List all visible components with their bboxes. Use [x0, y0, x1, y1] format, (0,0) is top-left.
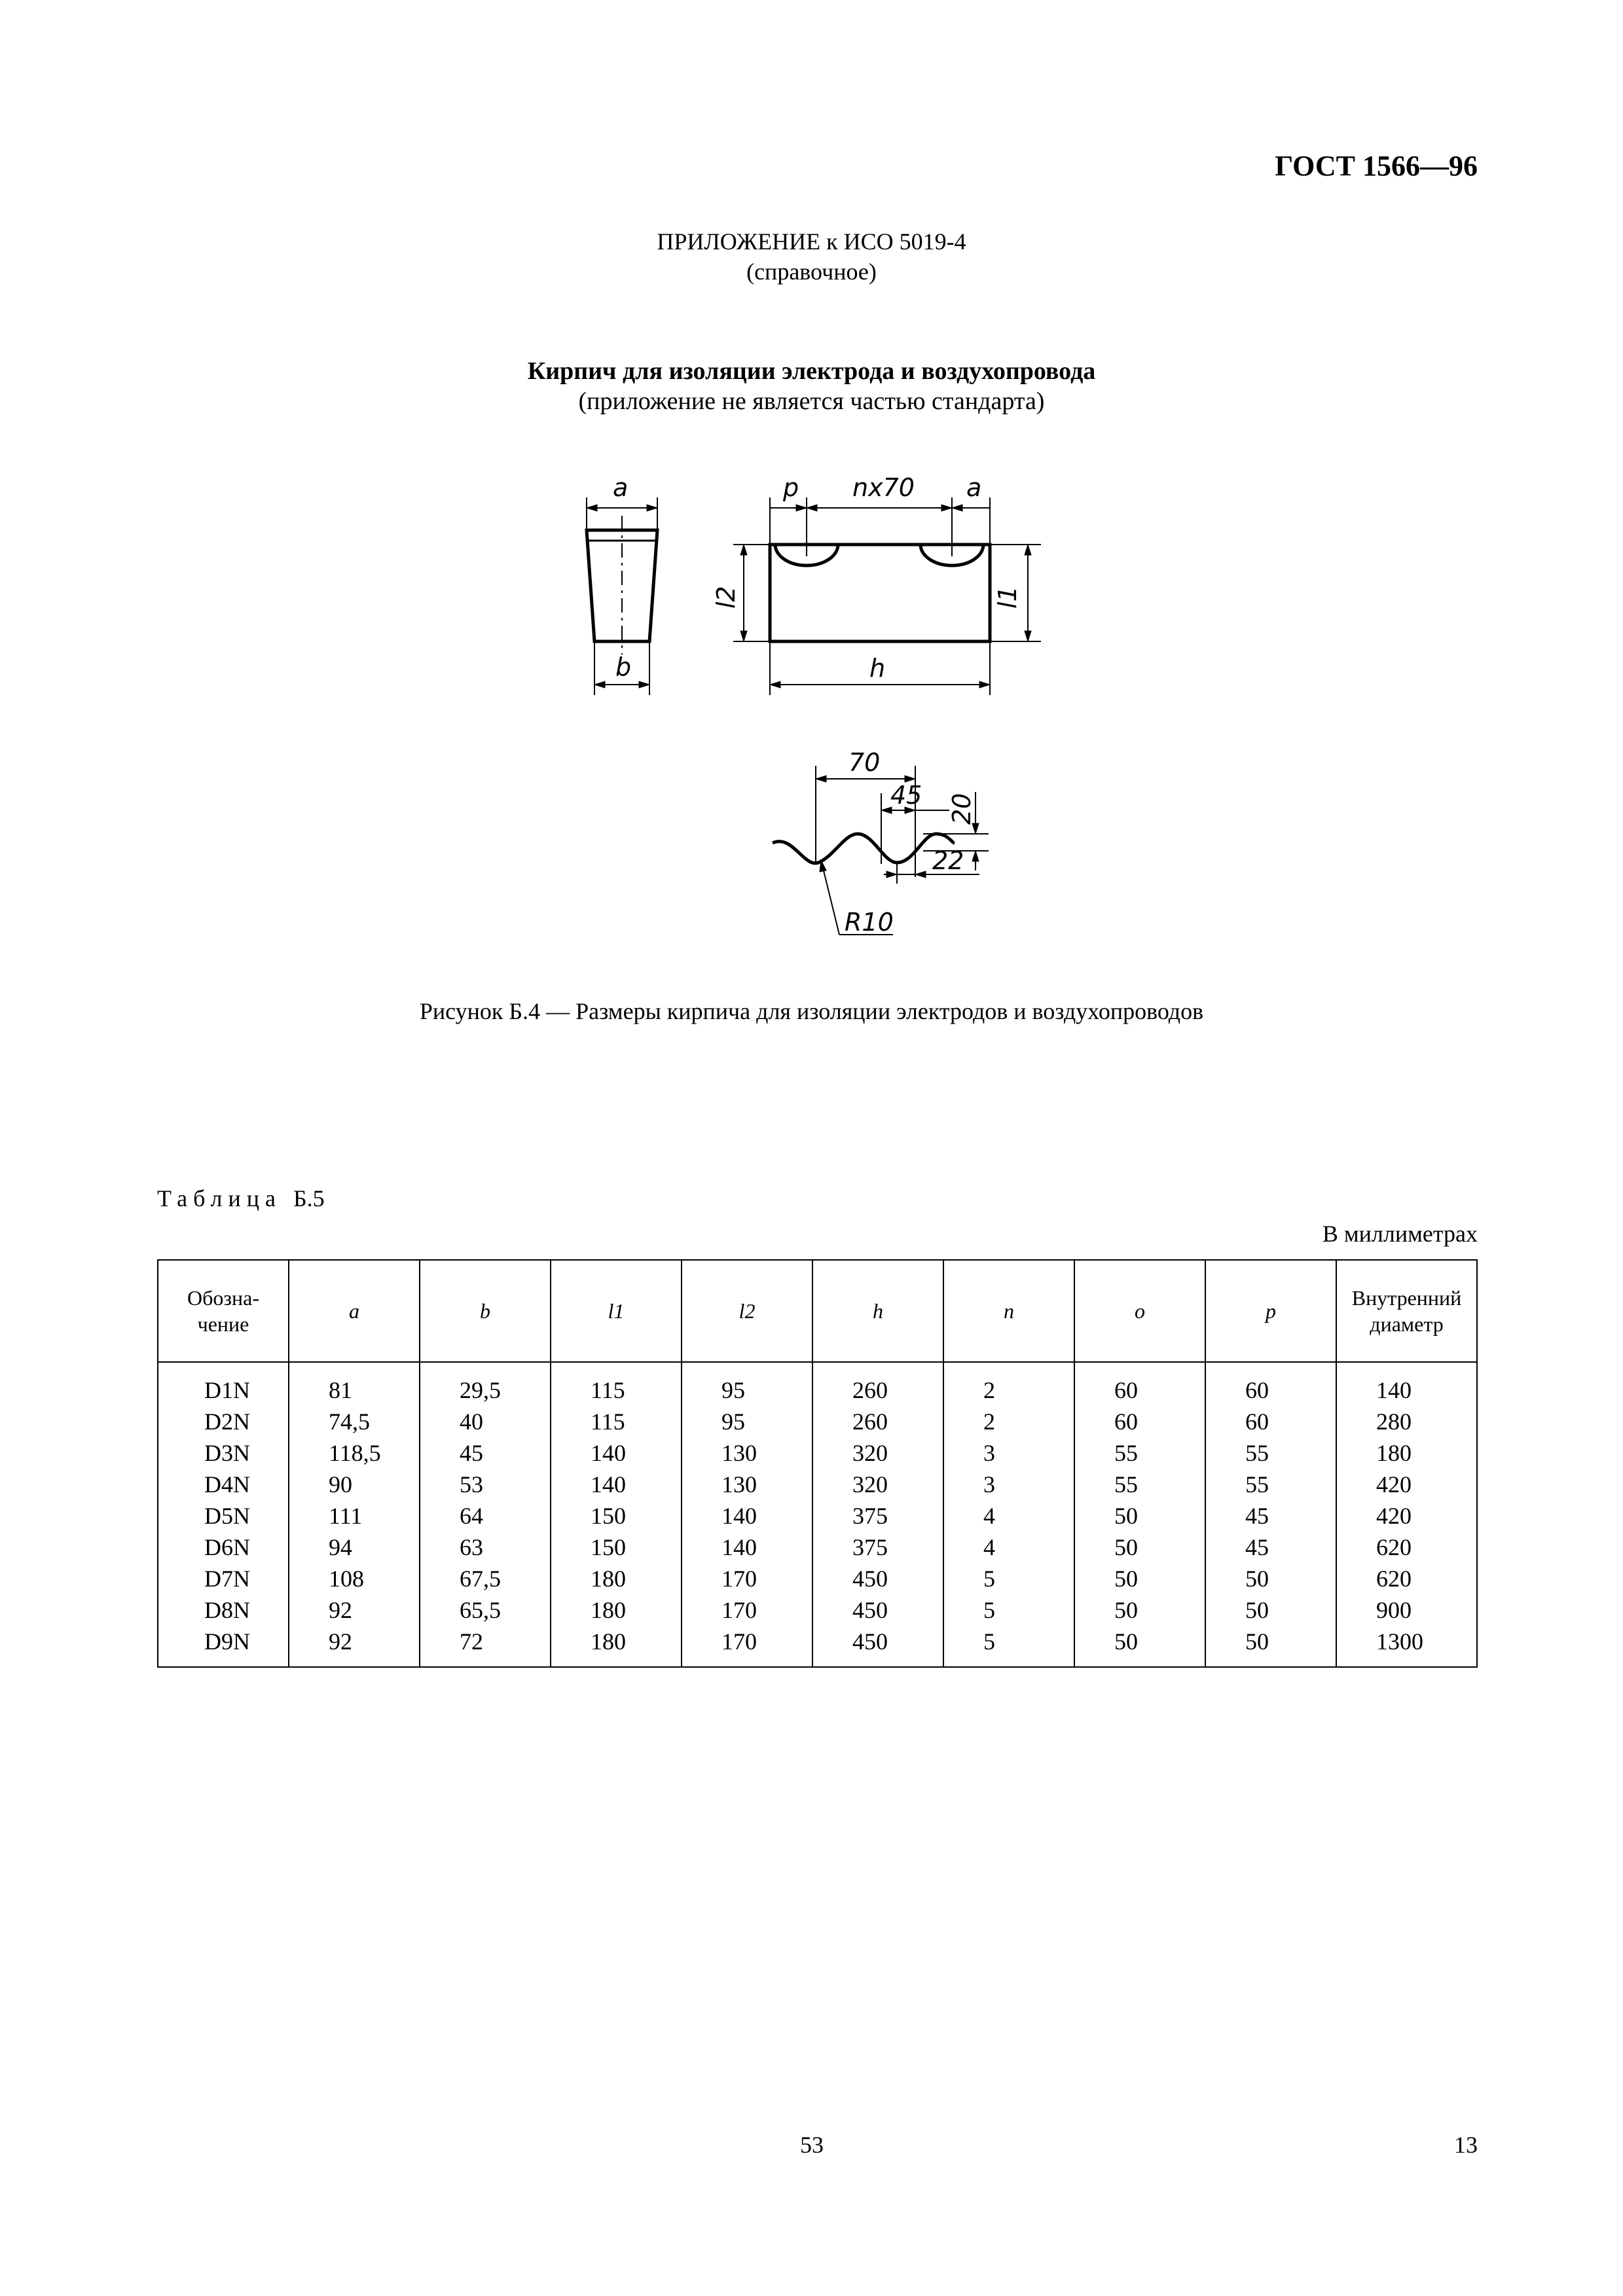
header-b: b	[420, 1260, 551, 1362]
table-cell: D1N	[158, 1362, 289, 1406]
table-cell: 111	[289, 1500, 420, 1532]
dim-label-b: b	[615, 653, 632, 681]
table-cell: 50	[1205, 1594, 1336, 1626]
table-cell: 90	[289, 1469, 420, 1500]
dim-label-20: 20	[947, 793, 976, 825]
annex-title: ПРИЛОЖЕНИЕ к ИСО 5019-4	[657, 228, 966, 255]
table-cell: 320	[812, 1469, 943, 1500]
table-cell: 81	[289, 1362, 420, 1406]
table-row	[158, 1594, 1477, 1626]
table-cell: 4	[943, 1532, 1074, 1563]
table-cell: 5	[943, 1594, 1074, 1626]
table-cell: 3	[943, 1437, 1074, 1469]
table-row	[158, 1500, 1477, 1532]
table-cell: 60	[1205, 1362, 1336, 1406]
table-cell: 2	[943, 1362, 1074, 1406]
dim-label-a: a	[613, 473, 629, 502]
table-cell: 65,5	[420, 1594, 551, 1626]
table-cell: 64	[420, 1500, 551, 1532]
table-cell: 1300	[1336, 1626, 1477, 1667]
table-cell: 900	[1336, 1594, 1477, 1626]
table-caption-word: Таблица	[157, 1185, 282, 1211]
table-cell: 60	[1205, 1406, 1336, 1437]
table-cell: D5N	[158, 1500, 289, 1532]
table-cell: 260	[812, 1406, 943, 1437]
table-cell: 3	[943, 1469, 1074, 1500]
table-cell: 180	[551, 1563, 682, 1594]
table-units: В миллиметрах	[1322, 1221, 1478, 1247]
table-cell: 620	[1336, 1532, 1477, 1563]
table-cell: D8N	[158, 1594, 289, 1626]
table-cell: 53	[420, 1469, 551, 1500]
table-cell: 170	[682, 1626, 812, 1667]
table-cell: 50	[1205, 1563, 1336, 1594]
table-cell: 2	[943, 1406, 1074, 1437]
table-cell: 50	[1074, 1594, 1205, 1626]
table-cell: 4	[943, 1500, 1074, 1532]
standard-number: ГОСТ 1566—96	[1275, 150, 1478, 182]
table-cell: 115	[551, 1406, 682, 1437]
table-cell: 375	[812, 1532, 943, 1563]
dim-label-r10: R10	[845, 908, 894, 937]
table-cell: 50	[1074, 1626, 1205, 1667]
section-heading	[0, 356, 1623, 416]
table-row	[158, 1532, 1477, 1563]
header-h: h	[812, 1260, 943, 1362]
table-cell: 72	[420, 1626, 551, 1667]
dim-label-nx70: nx70	[852, 473, 915, 502]
page-number-left: 53	[800, 2132, 824, 2158]
table-cell: 180	[1336, 1437, 1477, 1469]
dim-label-h: h	[869, 654, 886, 683]
dim-label-70: 70	[848, 748, 881, 777]
table-body	[158, 1362, 1477, 1667]
table-cell: 40	[420, 1406, 551, 1437]
table-cell: 620	[1336, 1563, 1477, 1594]
dim-label-a2: a	[966, 473, 982, 502]
header-l1: l1	[551, 1260, 682, 1362]
table-row	[158, 1469, 1477, 1500]
header-inner-diameter: Внутренний диаметр	[1336, 1260, 1477, 1362]
table-cell: 180	[551, 1626, 682, 1667]
table-row	[158, 1563, 1477, 1594]
section-title: Кирпич для изоляции электрода и воздухопровода	[527, 357, 1096, 385]
table-row	[158, 1362, 1477, 1406]
table-cell: 95	[682, 1406, 812, 1437]
table-cell: 420	[1336, 1469, 1477, 1500]
table-cell: D9N	[158, 1626, 289, 1667]
table-cell: 45	[420, 1437, 551, 1469]
table-cell: 118,5	[289, 1437, 420, 1469]
table-cell: 130	[682, 1469, 812, 1500]
dim-label-l1: l1	[993, 586, 1022, 609]
header-p: p	[1205, 1260, 1336, 1362]
table-cell: D4N	[158, 1469, 289, 1500]
table-cell: 60	[1074, 1406, 1205, 1437]
table-cell: 50	[1074, 1532, 1205, 1563]
table-cell: 140	[1336, 1362, 1477, 1406]
table-cell: 63	[420, 1532, 551, 1563]
table-cell: 45	[1205, 1532, 1336, 1563]
table-cell: 67,5	[420, 1563, 551, 1594]
figure-caption: Рисунок Б.4 — Размеры кирпича для изоляции электродов и воздухопроводов	[419, 998, 1204, 1024]
table-cell: 50	[1074, 1563, 1205, 1594]
table-cell: 140	[551, 1469, 682, 1500]
table-cell: 60	[1074, 1362, 1205, 1406]
table-cell: 92	[289, 1626, 420, 1667]
table-cell: 92	[289, 1594, 420, 1626]
annex-type: (справочное)	[746, 259, 877, 285]
table-cell: 55	[1074, 1469, 1205, 1500]
header-o: o	[1074, 1260, 1205, 1362]
table-row	[158, 1406, 1477, 1437]
table-cell: 55	[1074, 1437, 1205, 1469]
table-cell: 140	[682, 1500, 812, 1532]
header-n: n	[943, 1260, 1074, 1362]
table-row	[158, 1626, 1477, 1667]
table-caption-number: Б.5	[293, 1185, 325, 1211]
dimensions-table	[157, 1259, 1478, 1668]
table-cell: 50	[1074, 1500, 1205, 1532]
annex-heading	[0, 226, 1623, 287]
table-cell: 150	[551, 1500, 682, 1532]
table-cell: 108	[289, 1563, 420, 1594]
table-cell: 320	[812, 1437, 943, 1469]
table-cell: D7N	[158, 1563, 289, 1594]
dim-label-l2: l2	[712, 586, 740, 609]
table-cell: 375	[812, 1500, 943, 1532]
section-subtitle: (приложение не является частью стандарта)	[578, 387, 1045, 415]
table-cell: 45	[1205, 1500, 1336, 1532]
table-cell: 450	[812, 1594, 943, 1626]
table-cell: 5	[943, 1563, 1074, 1594]
table-cell: 180	[551, 1594, 682, 1626]
table-cell: 260	[812, 1362, 943, 1406]
table-cell: 130	[682, 1437, 812, 1469]
page-number-right: 13	[1454, 2132, 1478, 2158]
table-cell: 140	[682, 1532, 812, 1563]
dim-label-p: p	[783, 473, 799, 502]
header-designation: Обозна- чение	[158, 1260, 289, 1362]
table-cell: 5	[943, 1626, 1074, 1667]
table-row	[158, 1437, 1477, 1469]
table-cell: 170	[682, 1563, 812, 1594]
header-a: a	[289, 1260, 420, 1362]
table-header-row	[158, 1260, 1477, 1362]
table-cell: 94	[289, 1532, 420, 1563]
table-cell: D6N	[158, 1532, 289, 1563]
table-cell: 95	[682, 1362, 812, 1406]
table-cell: 55	[1205, 1437, 1336, 1469]
header-l2: l2	[682, 1260, 812, 1362]
table-cell: 170	[682, 1594, 812, 1626]
table-cell: 50	[1205, 1626, 1336, 1667]
table-cell: 450	[812, 1563, 943, 1594]
table-cell: 280	[1336, 1406, 1477, 1437]
table-cell: 29,5	[420, 1362, 551, 1406]
table-cell: 150	[551, 1532, 682, 1563]
table-cell: 115	[551, 1362, 682, 1406]
table-cell: 140	[551, 1437, 682, 1469]
table-cell: 450	[812, 1626, 943, 1667]
table-cell: 420	[1336, 1500, 1477, 1532]
table-caption	[157, 1185, 325, 1212]
dim-label-45: 45	[890, 781, 922, 810]
table-cell: D2N	[158, 1406, 289, 1437]
table-cell: 74,5	[289, 1406, 420, 1437]
table-cell: 55	[1205, 1469, 1336, 1500]
table-cell: D3N	[158, 1437, 289, 1469]
brick-drawing	[556, 458, 1067, 969]
dim-label-22: 22	[932, 846, 964, 875]
